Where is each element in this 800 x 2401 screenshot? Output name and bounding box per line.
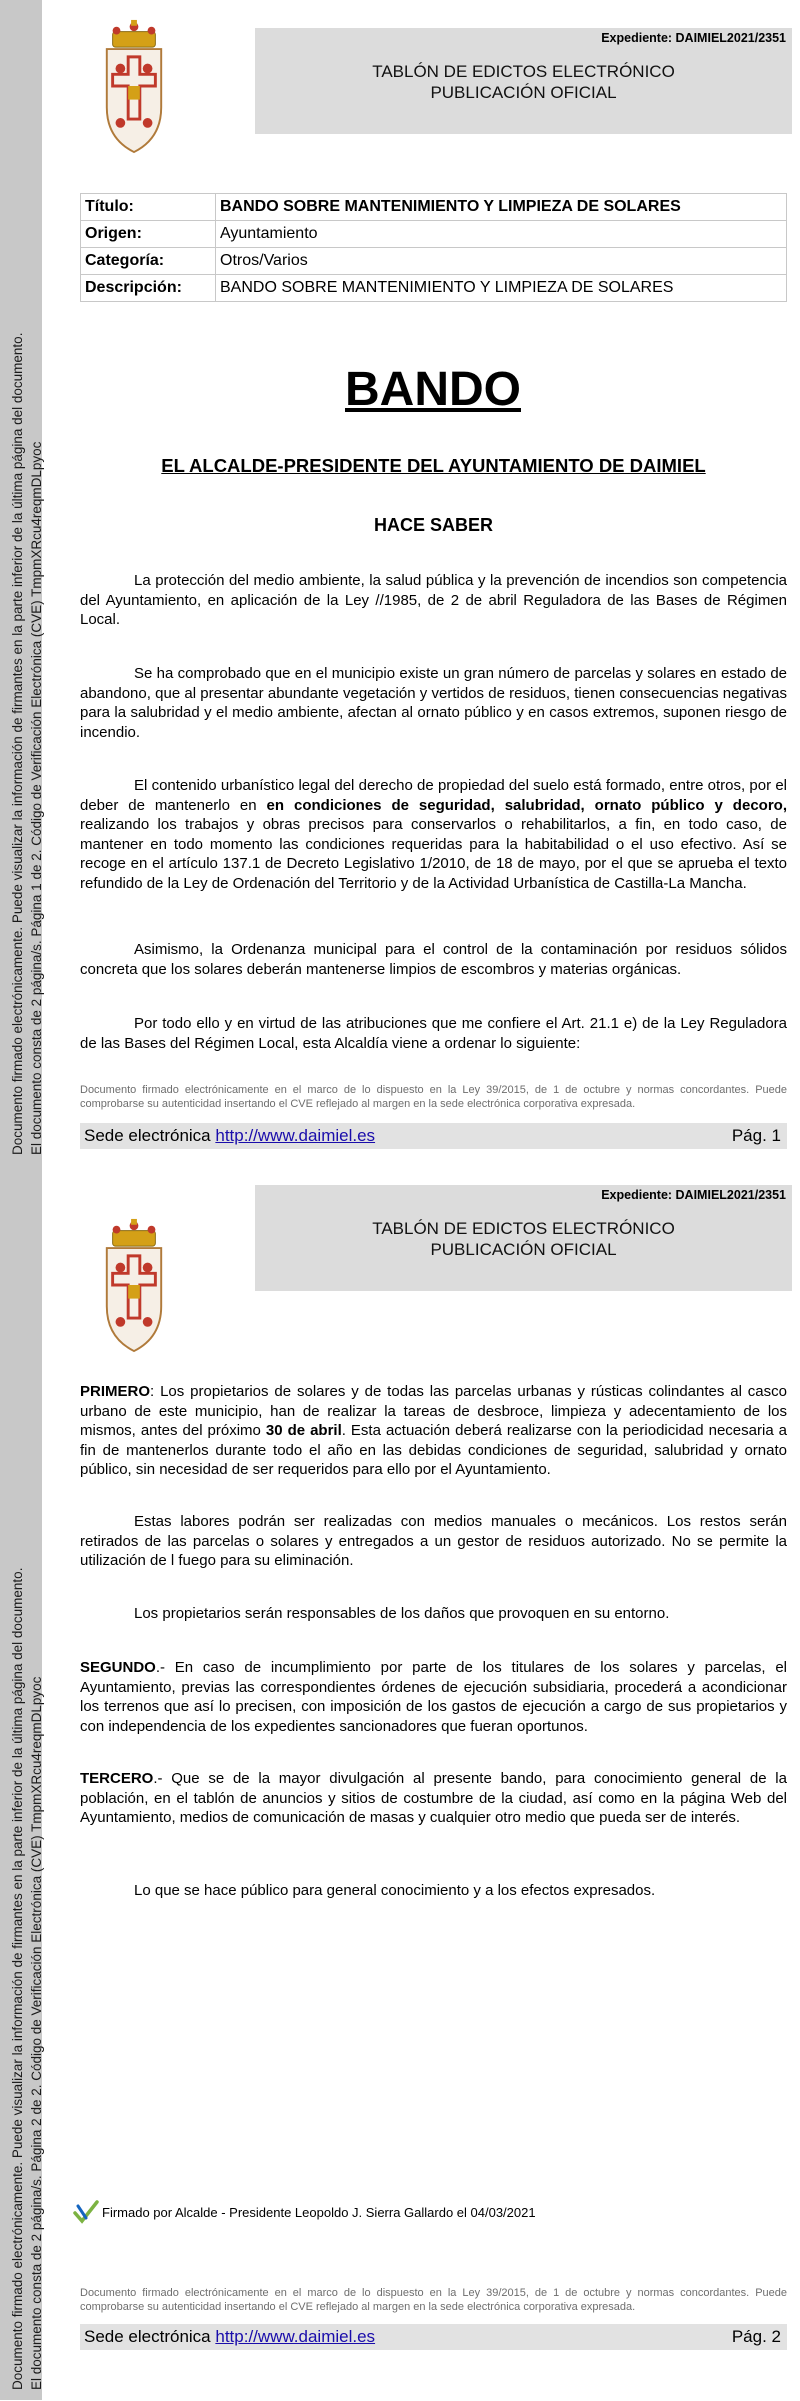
page-1 — [0, 0, 800, 1200]
footer-legal-note: Documento firmado electrónicamente en el marco de lo dispuesto en la Ley 39/2015, de 1 de octubre y normas concordantes. Puede comprobarse su autenticidad insertando el CVE reflejado al margen en la sede electrónica corporativa expresada. — [80, 2287, 787, 2313]
primero-label: PRIMERO — [80, 1383, 151, 1400]
segundo-label: SEGUNDO — [80, 1659, 156, 1676]
signature-text: Firmado por Alcalde - Presidente Leopoldo J. Sierra Gallardo el 04/03/2021 — [102, 2204, 536, 2220]
paragraph-4: Asimismo, la Ordenanza municipal para el control de la contaminación por residuos sólidos concreta que los solares deberán mantenerse limpios de escombros y materias orgánicas. — [80, 941, 787, 978]
table-row — [81, 194, 787, 221]
primero-text-b: . Esta actuación deberá realizarse con la periodicidad necesaria a fin de mantenerlos durante todo el año en las debidas condiciones de seguridad, salubridad y ornato público, sin necesidad de ser requeridos para ello por el Ayuntamiento. — [80, 1422, 787, 1478]
paragraph-3 — [80, 776, 787, 893]
side-line-1: Documento firmado electrónicamente. Puede visualizar la información de firmantes en la parte inferior de la última página del documento. — [10, 332, 25, 1155]
primero-text-a: : Los propietarios de solares y de todas las parcelas urbanas y rústicas colindantes al casco urbano de este municipio, han de realizar la tareas de desbroce, limpieza y adecentamiento de los mismos, antes del próximo — [80, 1383, 787, 1439]
tercero-label: TERCERO — [80, 1770, 154, 1787]
sede-link[interactable]: http://www.daimiel.es — [215, 1126, 376, 1145]
expediente-label: Expediente: DAIMIEL2021/2351 — [601, 1188, 786, 1202]
meta-value: Otros/Varios — [216, 248, 787, 275]
meta-key: Título: — [81, 194, 216, 221]
table-row — [81, 248, 787, 275]
side-verification-text — [8, 1230, 46, 2390]
side-verification-text — [8, 255, 46, 1155]
page-number: Pág. 2 — [731, 2327, 781, 2346]
table-row — [81, 275, 787, 302]
meta-key: Origen: — [81, 221, 216, 248]
side-line-2: El documento consta de 2 página/s. Página 1 de 2. Código de Verificación Electrónica (CVE) TmpmXRcu4reqmDLpyoc — [29, 441, 44, 1155]
paragraph-3-a: El contenido urbanístico legal del derecho de propiedad del suelo está formado, entre otros, por el deber de mantenerlo en — [80, 777, 787, 814]
metadata-table — [80, 193, 787, 302]
header-title-line-2: PUBLICACIÓN OFICIAL — [430, 83, 617, 102]
paragraph-1: La protección del medio ambiente, la salud pública y la prevención de incendios son competencia del Ayuntamiento, en aplicación de la Ley //1985, de 2 de abril Reguladora de las Bases de Régimen Local. — [80, 572, 787, 628]
meta-key: Descripción: — [81, 275, 216, 302]
meta-value: BANDO SOBRE MANTENIMIENTO Y LIMPIEZA DE SOLARES — [216, 275, 787, 302]
paragraph-8: Lo que se hace público para general conocimiento y a los efectos expresados. — [134, 1882, 656, 1899]
coat-of-arms-logo — [98, 1217, 170, 1353]
footer-legal-note: Documento firmado electrónicamente en el marco de lo dispuesto en la Ley 39/2015, de 1 de octubre y normas concordantes. Puede comprobarse su autenticidad insertando el CVE reflejado al margen en la sede electrónica corporativa expresada. — [80, 1084, 787, 1110]
segundo-text: .- En caso de incumplimiento por parte de los titulares de los solares y parcelas, el Ayuntamiento, previas las correspondientes órdenes de ejecución subsidiaria, procederá a acondicionar los terrenos que así lo precisen, con imposición de los gastos de ejecución a cargo de sus propietarios y con independencia de los expedientes sancionadores que fueran oportunos. — [80, 1659, 787, 1735]
sede-label: Sede electrónica — [84, 2327, 216, 2346]
sede-link[interactable]: http://www.daimiel.es — [215, 2327, 376, 2346]
header-title — [255, 61, 792, 103]
paragraph-3-bold: en condiciones de seguridad, salubridad, ornato público y decoro, — [266, 796, 787, 814]
header-title — [255, 1218, 792, 1260]
side-verification-strip — [0, 0, 42, 1200]
paragraph-3-c: realizando los trabajos y obras precisos para conservarlos o rehabilitarlos, a fin, en todo caso, de mantener en todo momento las condiciones requeridas para la habitabilidad o el uso efectivo. Así se recoge en el artículo 137.1 de Decreto Legislativo 1/2010, de 18 de mayo, por el que se aprueba el texto refundido de la Ley de Ordenación del Territorio y de la Actividad Urbanística de Castilla-La Mancha. — [80, 816, 787, 892]
header-box — [255, 28, 792, 134]
side-line-2: El documento consta de 2 página/s. Página 2 de 2. Código de Verificación Electrónica (CVE) TmpmXRcu4reqmDLpyoc — [29, 1676, 44, 2390]
meta-value: Ayuntamiento — [216, 221, 787, 248]
hace-saber-heading: HACE SABER — [373, 515, 493, 535]
side-line-1: Documento firmado electrónicamente. Puede visualizar la información de firmantes en la parte inferior de la última página del documento. — [10, 1567, 25, 2390]
signature-check-icon — [72, 2198, 100, 2226]
paragraph-5: Por todo ello y en virtud de las atribuciones que me confiere el Art. 21.1 e) de la Ley Reguladora de las Bases del Régimen Local, esta Alcaldía viene a ordenar lo siguiente: — [80, 1015, 787, 1052]
header-title-line-1: TABLÓN DE EDICTOS ELECTRÓNICO — [372, 1219, 675, 1238]
coat-of-arms-logo — [98, 18, 170, 154]
footer-bar — [80, 2324, 787, 2350]
paragraph-6: Estas labores podrán ser realizadas con medios manuales o mecánicos. Los restos serán retirados de las parcelas o solares y entregados a un gestor de residuos autorizado. No se permite la utilización de l fuego para su eliminación. — [80, 1513, 787, 1569]
signature-line — [72, 2198, 536, 2226]
paragraph-7: Los propietarios serán responsables de los daños que provoquen en su entorno. — [134, 1605, 670, 1622]
meta-value: BANDO SOBRE MANTENIMIENTO Y LIMPIEZA DE SOLARES — [216, 194, 787, 221]
primero-date: 30 de abril — [265, 1422, 342, 1439]
document-title: BANDO — [345, 363, 521, 416]
tercero-text: .- Que se de la mayor divulgación al presente bando, para conocimiento general de la población, en el tablón de anuncios y sitios de costumbre de la ciudad, así como en la página Web del Ayuntamiento, medios de comunicación de masas y cualquier otro medio que pueda ser de interés. — [80, 1770, 787, 1826]
segundo-paragraph — [80, 1658, 787, 1736]
header-box — [255, 1185, 792, 1291]
header-title-line-1: TABLÓN DE EDICTOS ELECTRÓNICO — [372, 62, 675, 81]
table-row — [81, 221, 787, 248]
footer-bar — [80, 1123, 787, 1149]
primero-paragraph — [80, 1382, 787, 1480]
paragraph-2: Se ha comprobado que en el municipio existe un gran número de parcelas y solares en estado de abandono, que al presentar abundante vegetación y vertidos de residuos, tienen consecuencias negativas para la salubridad y el medio ambiente, afectan al ornato público y en casos extremos, suponen riesgo de incendio. — [80, 665, 787, 741]
expediente-label: Expediente: DAIMIEL2021/2351 — [601, 31, 786, 45]
document-subtitle: EL ALCALDE-PRESIDENTE DEL AYUNTAMIENTO DE DAIMIEL — [161, 455, 706, 476]
side-verification-strip — [0, 1200, 42, 2400]
header-title-line-2: PUBLICACIÓN OFICIAL — [430, 1240, 617, 1259]
page-number: Pág. 1 — [731, 1126, 781, 1145]
tercero-paragraph — [80, 1769, 787, 1828]
sede-label: Sede electrónica — [84, 1126, 216, 1145]
meta-key: Categoría: — [81, 248, 216, 275]
